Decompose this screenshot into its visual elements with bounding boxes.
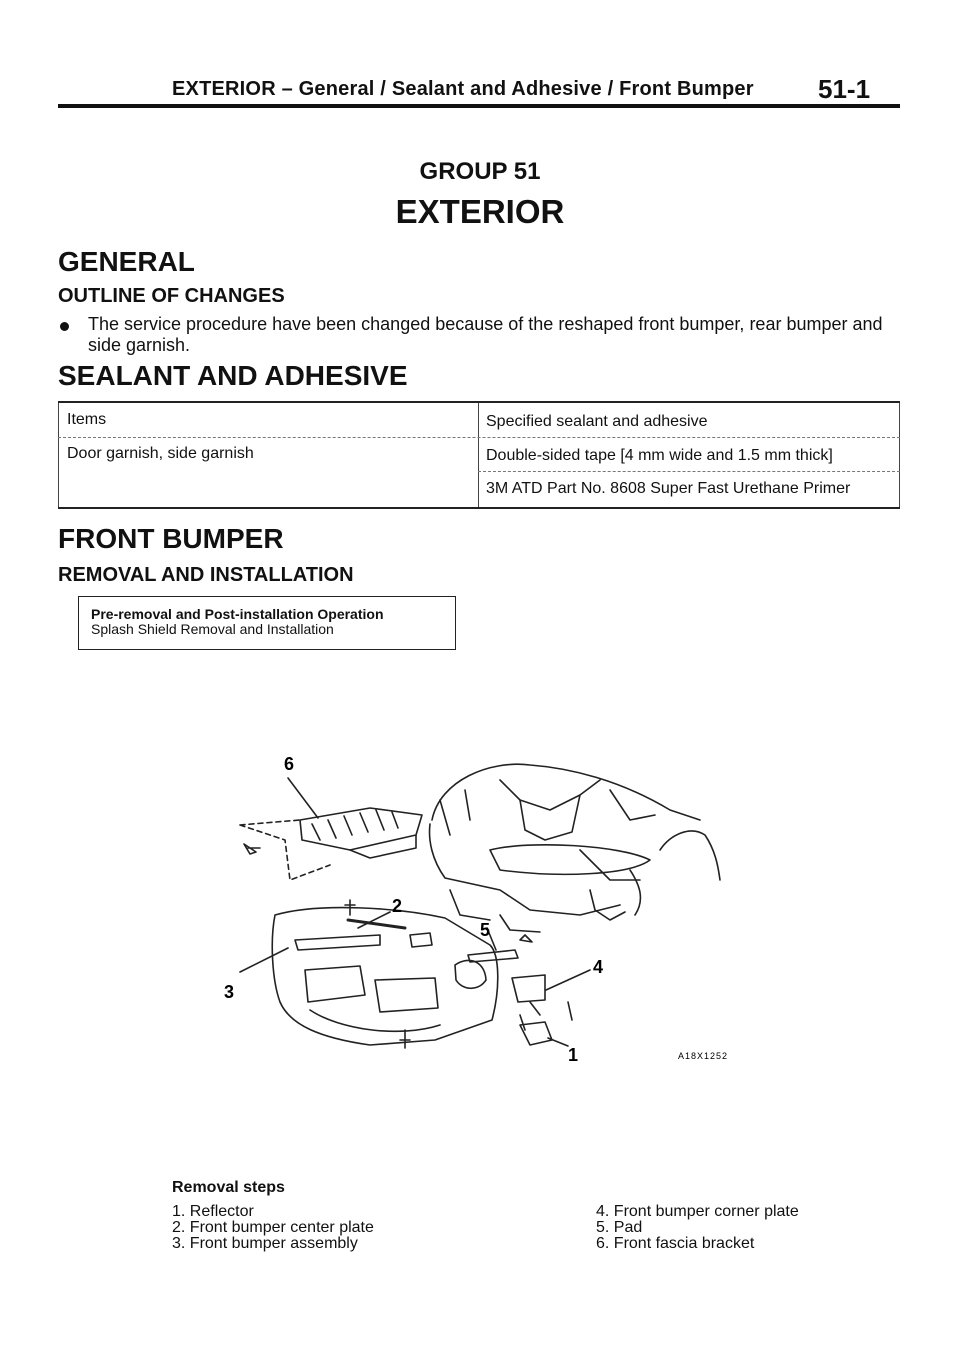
front-fascia-bracket-part xyxy=(240,808,422,880)
removal-steps-title: Removal steps xyxy=(172,1179,285,1196)
removal-step: 3. Front bumper assembly xyxy=(172,1235,358,1252)
section-heading-general: GENERAL xyxy=(58,246,195,277)
table-cell-spec-2: 3M ATD Part No. 8608 Super Fast Urethane Primer xyxy=(486,480,851,497)
vehicle-body-outline xyxy=(430,764,720,932)
section-heading-sealant: SEALANT AND ADHESIVE xyxy=(58,360,408,391)
subheading-outline-of-changes: OUTLINE OF CHANGES xyxy=(58,285,285,307)
pre-removal-text: Splash Shield Removal and Installation xyxy=(91,621,334,637)
removal-step: 2. Front bumper center plate xyxy=(172,1219,374,1236)
callout-6: 6 xyxy=(284,754,295,774)
table-header-spec: Specified sealant and adhesive xyxy=(486,413,708,430)
page-number: 51-1 xyxy=(818,74,871,104)
table-row-rule xyxy=(478,471,900,472)
front-bumper-assembly-part xyxy=(272,908,497,1045)
bullet-icon xyxy=(60,322,69,331)
outline-paragraph: The service procedure have been changed because of the reshaped front bumper, rear bumper and side garnish. xyxy=(88,314,883,355)
group-title: EXTERIOR xyxy=(395,193,565,230)
section-heading-front-bumper: FRONT BUMPER xyxy=(58,523,284,554)
table-header-items: Items xyxy=(67,411,107,428)
callout-4: 4 xyxy=(593,957,604,977)
callout-3: 3 xyxy=(224,982,235,1002)
table-right-border xyxy=(899,403,900,507)
reflector-part xyxy=(520,1015,552,1045)
removal-step: 1. Reflector xyxy=(172,1203,254,1220)
page-header-title: EXTERIOR – General / Sealant and Adhesive / Front Bumper xyxy=(172,78,754,100)
figure-code: A18X1252 xyxy=(678,1051,729,1061)
pad-part xyxy=(468,935,532,962)
subheading-removal-installation: REMOVAL AND INSTALLATION xyxy=(58,564,354,586)
group-number: GROUP 51 xyxy=(419,158,541,185)
sealant-table xyxy=(58,401,900,509)
callout-1: 1 xyxy=(568,1045,579,1065)
front-bumper-exploded-diagram xyxy=(200,740,760,1070)
removal-step: 5. Pad xyxy=(596,1219,643,1236)
table-left-border xyxy=(58,403,59,507)
removal-step: 6. Front fascia bracket xyxy=(596,1235,755,1252)
table-column-divider xyxy=(478,403,479,507)
pre-removal-title: Pre-removal and Post-installation Operation xyxy=(91,606,384,622)
table-cell-item: Door garnish, side garnish xyxy=(67,445,254,462)
callout-2: 2 xyxy=(392,896,403,916)
removal-step: 4. Front bumper corner plate xyxy=(596,1203,799,1220)
header-rule xyxy=(58,104,900,108)
callout-5: 5 xyxy=(480,920,491,940)
table-header-rule xyxy=(58,437,900,438)
pre-removal-box xyxy=(78,596,456,650)
table-cell-spec-1: Double-sided tape [4 mm wide and 1.5 mm thick] xyxy=(486,447,833,464)
